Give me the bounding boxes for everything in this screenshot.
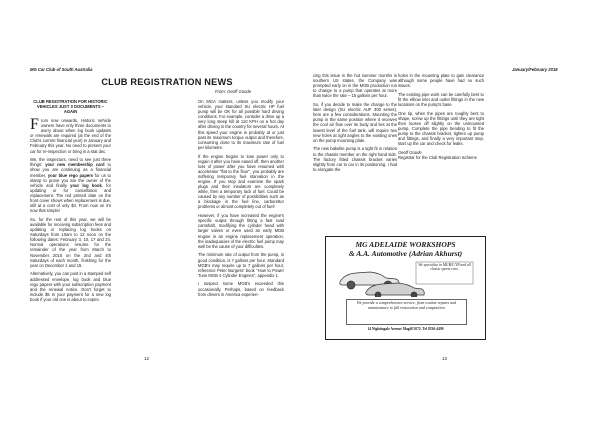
- ad-services-text: We provide a comprehensive service, from routine repairs and maintenance to full restoration and competition: [346, 299, 467, 325]
- drop-cap: F: [30, 116, 39, 133]
- paragraph: The new bakelite pump is a tight fit in relation to the chassis member on the right hand side. The factory fitted chassis bracket varies slightly from car to car in its positioning. I had to elongate the: [313, 146, 397, 172]
- paragraph: I suspect some MGB's exceeded this occasionally. Perhaps, based on feedback from drivers in America experien-: [198, 281, 284, 297]
- paragraph: However, if you have increased the engine's specific output through fitting a fast road camshaft, modifying the cylinder head with larger valves or even used an early MGB engine in an engine replacement operation, the inadequacies of the electric fuel pump may well be the cause of your difficulties.: [198, 213, 284, 249]
- paragraph: From now onwards, Historic Vehicle owners have only three documents to worry about when log book updates or renewals are required (at the end of the Club's current financial year) in January and February this year. No need to present your car for re-inspection or bring in a stat dec.: [30, 116, 111, 154]
- paragraph: holes in the mounting plate to gain clearance although some people have had no such issues.: [398, 73, 484, 89]
- signoff-name: Geoff Goode: [398, 150, 422, 155]
- ad-subtitle: & A.A. Automotive (Adrian Akhurst): [348, 249, 463, 258]
- subheading: CLUB REGISTRATION FOR HISTORIC VEHICLES JUST 3 DOCUMENTS – AGAIN: [33, 99, 108, 114]
- right-page: [300, 0, 600, 424]
- paragraph: The minimum rate of output from the pump, in good condition, is 7 gallons per hour. Standard MGB's may require up to 7 gallons per hour, reference Peter Burgess' book "How to Power Tune MGB 4 Cylinder Engines", appendix 1.: [198, 252, 284, 278]
- paragraph: So, for the rest of this year, we will be available for receiving subscription fees and updating or replacing log books on Saturdays from 10am to 12 noon on the following dates: February 3, 10, 17 and 24. Normal operations resume for the remainder of the year from March to November 2018 on the 2nd and 4th Saturdays of each month, finishing for the year on December 1 and 15.: [30, 216, 111, 268]
- article-column-2: [198, 99, 284, 300]
- ad-title: MG ADELAIDE WORKSHOPS: [355, 240, 456, 249]
- signoff-role: Registrar for the Club Registration Scheme: [398, 155, 477, 161]
- byline: From: Geoff Goode: [215, 89, 252, 94]
- workshop-advertisement: [325, 236, 486, 340]
- paragraph: cing this issue in the hot summer months in southern US states, the Company was prompted early on in the MGB production run to change to a pump that operates at more than twice the rate – 15 gallons per hour.: [313, 73, 397, 99]
- paragraph: One tip, when the pipes are roughly bent to shape, screw up the fittings until they are tight then loosen off slightly on the unmounted pump. Complete the pipe bending to fit the pump to the chassis bracket, tighten up pump and fittings, and finally a very important step, start up the car and check for leaks.: [398, 110, 484, 147]
- paragraph: The existing pipe work can be carefully bent to fit the elbow inlet and outlet fittings in the new locations on the pump's base.: [398, 91, 484, 108]
- paragraph: We, the inspectors, need to see just three things: your new membership card to show you are continuing as a financial member, your blue rego papers for us to stamp to prove you are the owner of the vehicle and finally your log book, for updating or for cancellation and replacement. The red printed date on the front cover shows when replacement is due, still at a cost of only $3. From now on it's now that simple!: [30, 157, 111, 214]
- article-column-4: [398, 73, 484, 164]
- page-header: MG Car Club of South Australia: [30, 67, 93, 72]
- paragraph: So, if you decide to make the change to the later design (SU electric AUF 300 series), here are a few considerations. Mounting the pump in the same position where it receives the cool air flow over its body and lies at the lowest level of the fuel tank, will require two new holes at right angles to the existing ones on the pump mounting plate.: [313, 102, 397, 143]
- page-header-right: January/February 2018: [512, 67, 558, 72]
- article-column-1: [30, 99, 111, 306]
- page-number-right: 13: [442, 356, 447, 361]
- page-number: 12: [144, 356, 149, 361]
- paragraph: On MGA matters, unless you modify your vehicle, your standard SU electric HP fuel pump will be OK for all possible hard driving conditions. For example, consider a drive up a very long steep hill at 110 KPH on a hot day after driving in the country for several hours. At this speed your engine is probably at or just past its maximum torque output and therefore, consuming close to its maximum rate of fuel per kilometre.: [198, 99, 284, 150]
- paragraph: If the engine begins to lose power only to regain it after you have eased off, then another loss of power after you have resumed with accelerator "flat to the floor", you probably are suffering temporary fuel starvation in the engine. If you stop and examine the spark plugs and their insulators are completely white, then a temporary lack of fuel. Could be caused by any number of possibilities such as a blockage in the fuel line, carburettor problems or almost completely out of fuel!: [198, 153, 284, 210]
- ad-address: 14 Nightingale Avenue Magill 5072. Tel 8336-4490: [367, 327, 444, 331]
- article-column-3: [313, 73, 397, 175]
- ad-specialise-text: We specialise in MGB/C/V8 and all classic sports cars.: [418, 263, 471, 272]
- paragraph: Alternatively, you can post in a stamped self addressed envelope, log book and blue rego papers with your subscription payment and the renewal notice. Don't forget to include $5 in your payment for a new log book if your old one is about to expire.: [30, 271, 111, 302]
- article-title: CLUB REGISTRATION NEWS: [101, 77, 233, 87]
